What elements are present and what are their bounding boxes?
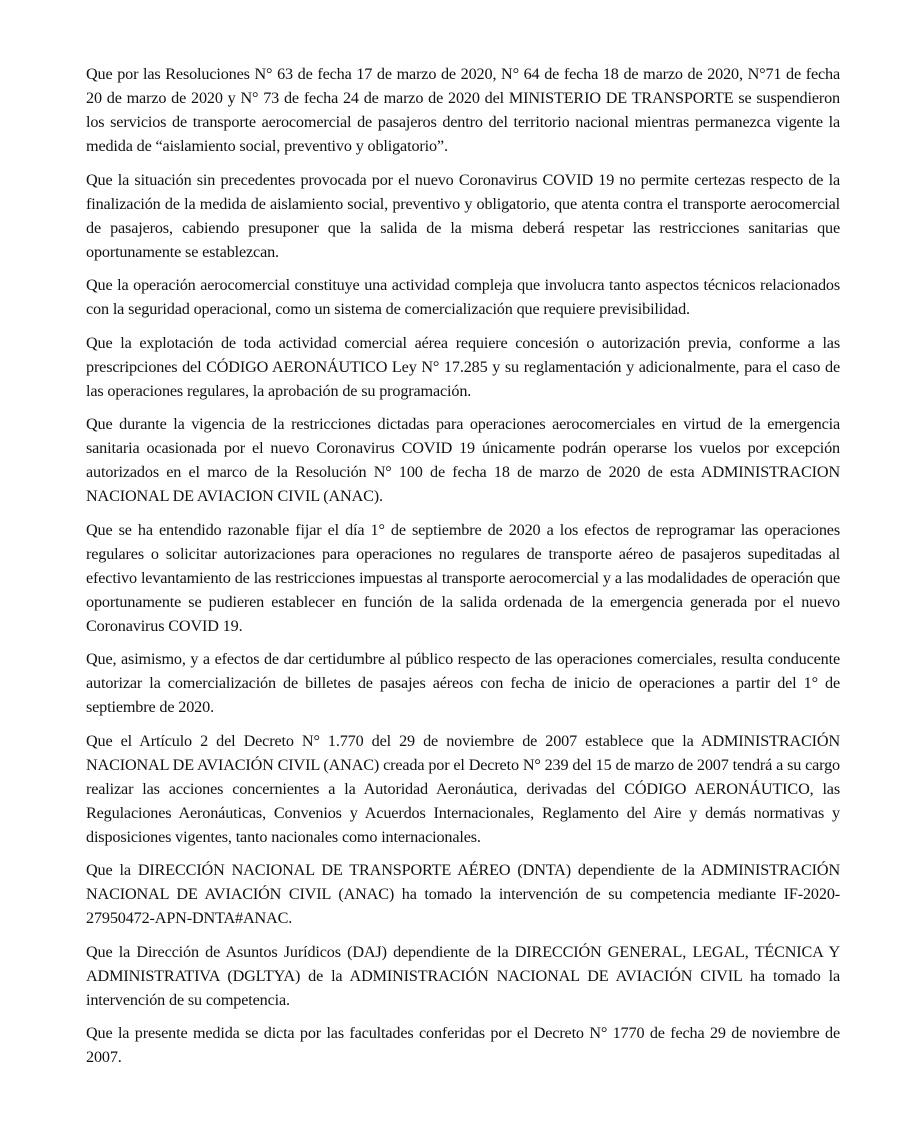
- document-page: [86, 62, 840, 1079]
- paragraph-vigencia-restricciones: Que durante la vigencia de la restricciones dictadas para operaciones aerocomerciales en virtud de la emergencia sanitaria ocasionada por el nuevo Coronavirus COVID 19 únicamente podrán operarse los vuelos por excepción autorizados en el marco de la Resolución N° 100 de fecha 18 de marzo de 2020 de esta ADMINISTRACION NACIONAL DE AVIACION CIVIL (ANAC).: [86, 415, 840, 505]
- paragraph-fecha-reprogramacion: Que se ha entendido razonable fijar el día 1° de septiembre de 2020 a los efectos de reprogramar las operaciones regulares o solicitar autorizaciones para operaciones no regulares de transporte aéreo de pasajeros supeditadas al efectivo levantamiento de las restricciones impuestas al transporte aerocomercial y a las modalidades de operación que oportunamente se pudieren establecer en función de la salida ordenada de la emergencia generada por el nuevo Coronavirus COVID 19.: [86, 520, 840, 635]
- paragraph-operacion-compleja: Que la operación aerocomercial constituye una actividad compleja que involucra tanto aspectos técnicos relacionados con la seguridad operacional, como un sistema de comercialización que requiere previsibilidad.: [86, 276, 840, 318]
- paragraph-facultades: Que la presente medida se dicta por las facultades conferidas por el Decreto N° 1770 de fecha 29 de noviembre de 2007.: [86, 1024, 840, 1066]
- paragraph-explotacion-comercial: Que la explotación de toda actividad comercial aérea requiere concesión o autorización previa, conforme a las prescripciones del CÓDIGO AERONÁUTICO Ley N° 17.285 y su reglamentación y adicionalmente, para el caso de las operaciones regulares, la aprobación de su programación.: [86, 333, 840, 400]
- paragraph-comercializacion-billetes: Que, asimismo, y a efectos de dar certidumbre al público respecto de las operaciones comerciales, resulta conducente autorizar la comercialización de billetes de pasajes aéreos con fecha de inicio de operaciones a partir del 1° de septiembre de 2020.: [86, 650, 840, 716]
- paragraph-intervencion-dnta: Que la DIRECCIÓN NACIONAL DE TRANSPORTE AÉREO (DNTA) dependiente de la ADMINISTRACIÓN NACIONAL DE AVIACIÓN CIVIL (ANAC) ha tomado la intervención de su competencia mediante IF-2020-27950472-APN-DNTA#ANAC.: [86, 861, 840, 927]
- paragraph-decreto-1770: Que el Artículo 2 del Decreto N° 1.770 del 29 de noviembre de 2007 establece que la ADMINISTRACIÓN NACIONAL DE AVIACIÓN CIVIL (ANAC) creada por el Decreto N° 239 del 15 de marzo de 2007 tendrá a su cargo realizar las acciones concernientes a la Autoridad Aeronáutica, derivadas del CÓDIGO AERONÁUTICO, las Regulaciones Aeronáuticas, Convenios y Acuerdos Internacionales, Reglamento del Aire y demás normativas y disposiciones vigentes, tanto nacionales como internacionales.: [86, 731, 840, 846]
- paragraph-resoluciones-suspension: Que por las Resoluciones N° 63 de fecha 17 de marzo de 2020, N° 64 de fecha 18 de marzo de 2020, N°71 de fecha 20 de marzo de 2020 y N° 73 de fecha 24 de marzo de 2020 del MINISTERIO DE TRANSPORTE se suspendieron los servicios de transporte aerocomercial de pasajeros dentro del territorio nacional mientras permanezca vigente la medida de “aislamiento social, preventivo y obligatorio”.: [86, 65, 840, 155]
- paragraph-intervencion-daj: Que la Dirección de Asuntos Jurídicos (DAJ) dependiente de la DIRECCIÓN GENERAL, LEGAL, TÉCNICA Y ADMINISTRATIVA (DGLTYA) de la ADMINISTRACIÓN NACIONAL DE AVIACIÓN CIVIL ha tomado la intervención de su competencia.: [86, 942, 840, 1009]
- paragraph-situacion-covid: Que la situación sin precedentes provocada por el nuevo Coronavirus COVID 19 no permite certezas respecto de la finalización de la medida de aislamiento social, preventivo y obligatorio, que atenta contra el transporte aerocomercial de pasajeros, cabiendo presuponer que la salida de la misma deberá respetar las restricciones sanitarias que oportunamente se establezcan.: [86, 170, 840, 261]
